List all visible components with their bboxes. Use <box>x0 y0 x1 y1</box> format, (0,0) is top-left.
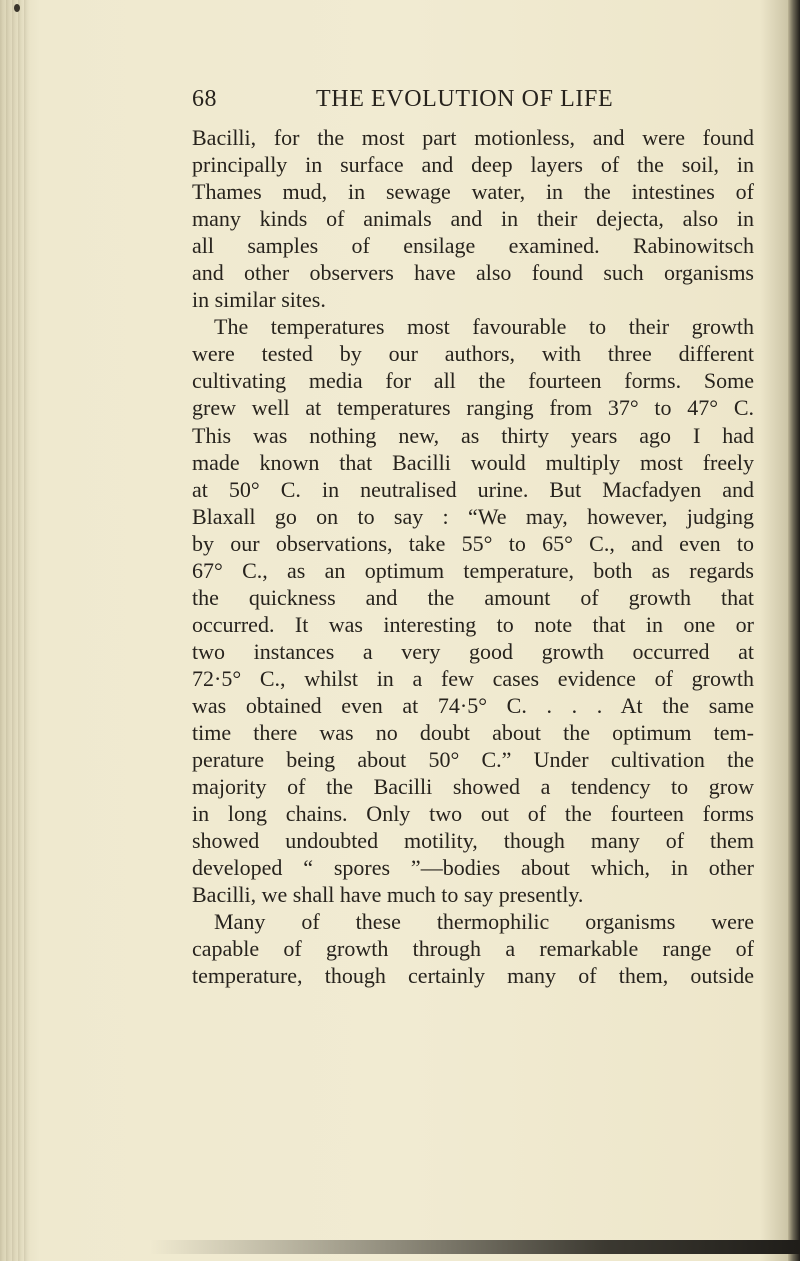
text-line: capable of growth through a remarkable range of <box>192 936 754 962</box>
binding-gutter <box>0 0 30 1261</box>
text-line: Bacilli, for the most part motionless, and were found <box>192 125 754 150</box>
text-line: Blaxall go on to say : “We may, however, judging <box>192 503 754 529</box>
page-edge-shadow <box>788 0 800 1261</box>
page-header <box>192 86 752 118</box>
body-text <box>192 124 754 990</box>
text-line: grew well at temperatures ranging from 37° to 47° C. <box>192 395 754 421</box>
text-line: and other observers have also found such organisms <box>192 260 754 286</box>
text-line: was obtained even at 74·5° C. . . . At the same <box>192 692 754 718</box>
text-line: perature being about 50° C.” Under cultivation the <box>192 747 754 773</box>
page-bottom-shadow <box>150 1240 800 1254</box>
text-line: many kinds of animals and in their dejecta, also in <box>192 206 754 232</box>
text-line: showed undoubted motility, though many of them <box>192 828 754 854</box>
text-line: principally in surface and deep layers of the soil, in <box>192 152 754 178</box>
text-line: occurred. It was interesting to note that in one or <box>192 611 754 637</box>
running-head: THE EVOLUTION OF LIFE <box>316 86 614 112</box>
text-line: all samples of ensilage examined. Rabinowitsch <box>192 233 754 259</box>
text-line: were tested by our authors, with three different <box>192 341 754 367</box>
text-line: Bacilli, we shall have much to say presently. <box>192 882 584 908</box>
text-line: temperature, though certainly many of them, outside <box>192 963 754 989</box>
text-line: 67° C., as an optimum temperature, both as regards <box>192 557 754 583</box>
text-line: time there was no doubt about the optimum tem- <box>192 720 754 746</box>
text-line: The temperatures most favourable to their growth <box>214 314 754 340</box>
text-line: at 50° C. in neutralised urine. But Macfadyen and <box>192 476 754 502</box>
text-line: Many of these thermophilic organisms were <box>214 909 754 935</box>
ink-mark <box>14 4 20 12</box>
text-line: majority of the Bacilli showed a tendency to grow <box>192 774 754 800</box>
text-line: Thames mud, in sewage water, in the intestines of <box>192 179 754 205</box>
text-line: cultivating media for all the fourteen forms. Some <box>192 368 754 394</box>
page-number: 68 <box>192 86 217 112</box>
text-line: by our observations, take 55° to 65° C., and even to <box>192 530 754 556</box>
text-line: This was nothing new, as thirty years ago I had <box>192 422 754 448</box>
text-line: two instances a very good growth occurred at <box>192 638 754 664</box>
text-line: in similar sites. <box>192 287 326 313</box>
text-line: in long chains. Only two out of the fourteen forms <box>192 801 754 827</box>
text-line: made known that Bacilli would multiply most freely <box>192 449 754 475</box>
text-line: 72·5° C., whilst in a few cases evidence of growth <box>192 665 754 691</box>
text-line: developed “ spores ”—bodies about which, in other <box>192 855 754 881</box>
text-line: the quickness and the amount of growth that <box>192 584 754 610</box>
